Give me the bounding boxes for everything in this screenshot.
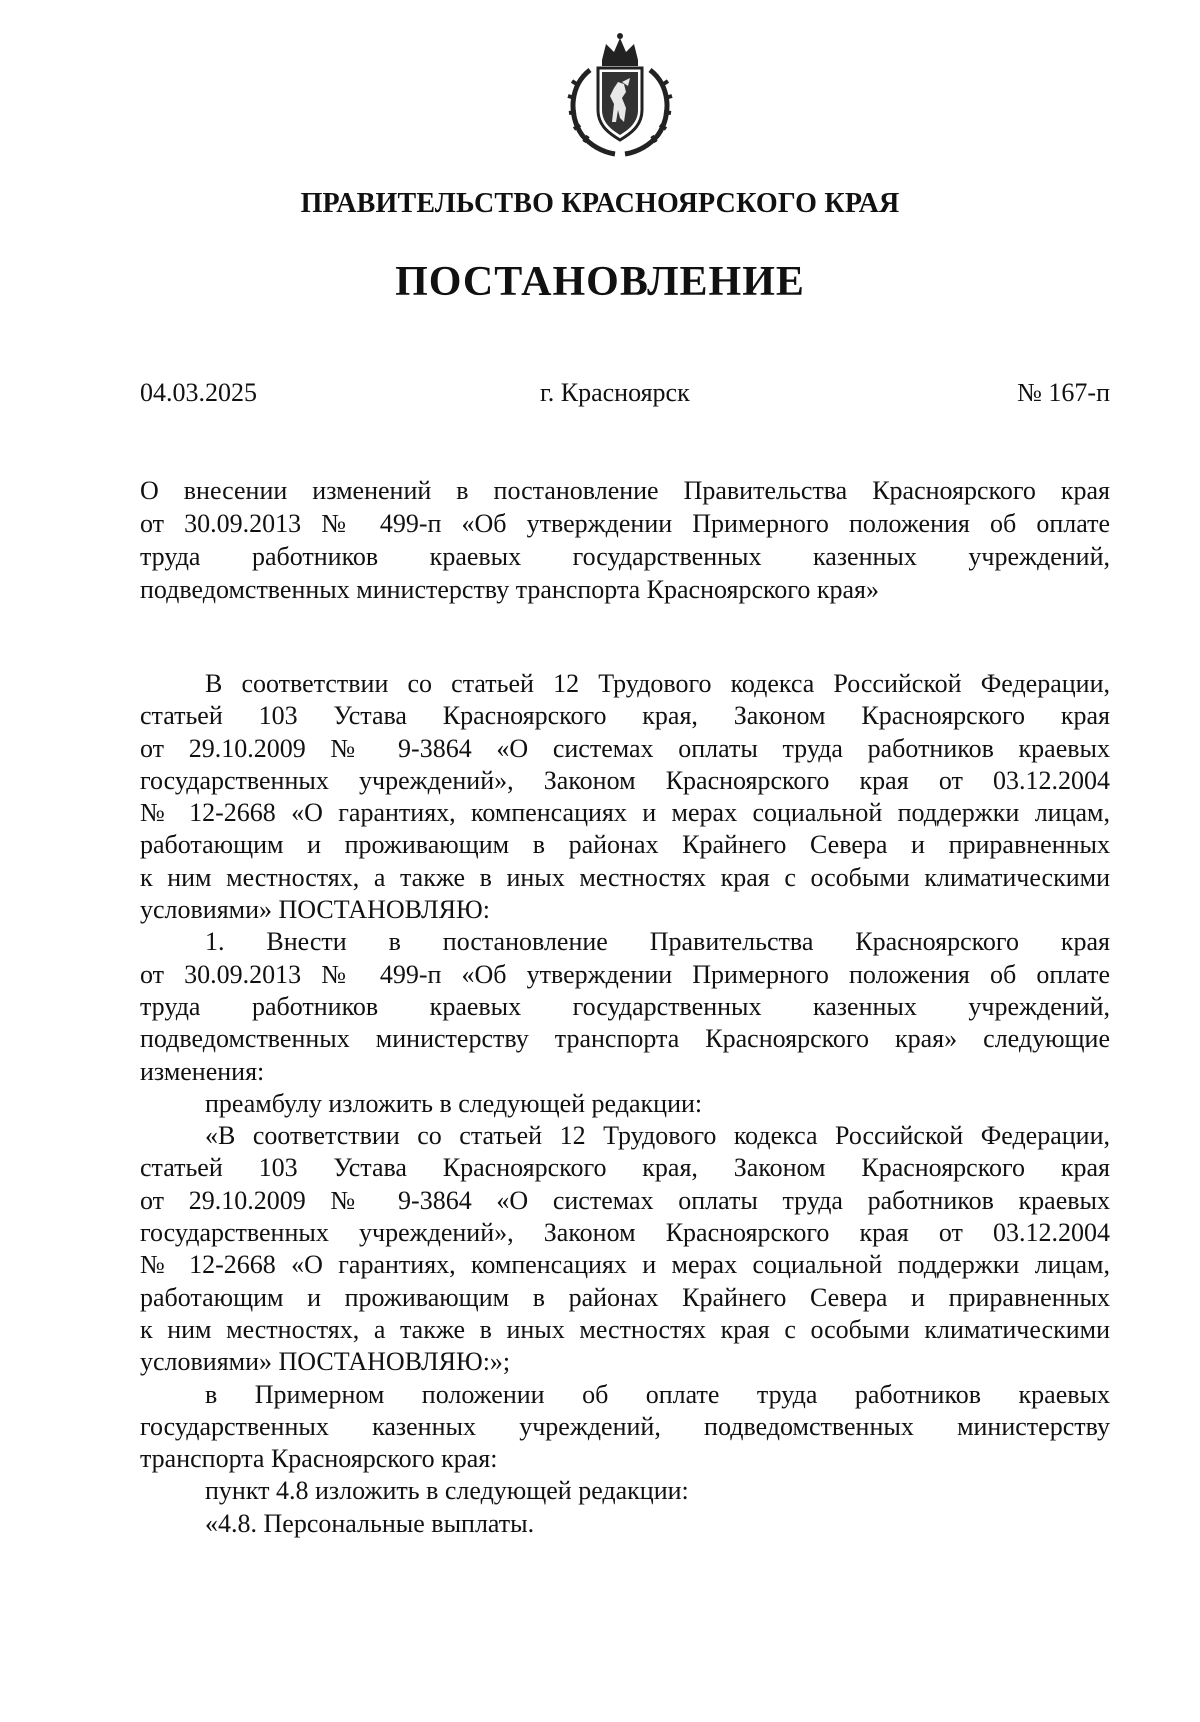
body-line: государственных учреждений», Законом Красноярского края от 03.12.2004: [140, 1218, 1110, 1248]
body-line: транспорта Красноярского края:: [140, 1444, 498, 1474]
document-meta-row: [140, 378, 1110, 412]
body-line: работающим и проживающим в районах Крайнего Севера и приравненных: [140, 1282, 1110, 1312]
subject-line: подведомственных министерству транспорта Красноярского края»: [140, 575, 879, 604]
body-line: к ним местностях, а также в иных местностях края с особыми климатическими: [140, 1314, 1110, 1344]
body-line: В соответствии со статьей 12 Трудового кодекса Российской Федерации,: [205, 669, 1110, 698]
krasnoyarsk-coat-of-arms-icon: [560, 30, 680, 160]
document-body: [140, 668, 1110, 1540]
body-line: от 30.09.2013 № 499-п «Об утверждении Примерного положения об оплате: [140, 959, 1110, 989]
body-line: труда работников краевых государственных казенных учреждений,: [140, 991, 1110, 1021]
document-date: 04.03.2025: [140, 378, 257, 407]
body-line: № 12-2668 «О гарантиях, компенсациях и мерах социальной поддержки лицам,: [140, 1250, 1110, 1280]
document-city: г. Красноярск: [540, 378, 690, 407]
body-line: пункт 4.8 изложить в следующей редакции:: [205, 1476, 689, 1506]
body-line: государственных учреждений», Законом Красноярского края от 03.12.2004: [140, 765, 1110, 795]
body-line: условиями» ПОСТАНОВЛЯЮ:: [140, 895, 490, 925]
government-title: ПРАВИТЕЛЬСТВО КРАСНОЯРСКОГО КРАЯ: [300, 188, 900, 219]
subject-line: от 30.09.2013 № 499-п «Об утверждении Примерного положения об оплате: [140, 509, 1110, 538]
document-type-heading: ПОСТАНОВЛЕНИЕ: [395, 259, 805, 305]
body-line: условиями» ПОСТАНОВЛЯЮ:»;: [140, 1347, 511, 1377]
body-line: преамбулу изложить в следующей редакции:: [205, 1088, 703, 1118]
subject-line: труда работников краевых государственных казенных учреждений,: [140, 542, 1110, 571]
body-line: подведомственных министерству транспорта Красноярского края» следующие: [140, 1024, 1110, 1054]
document-subject: [140, 474, 1110, 606]
body-line: работающим и проживающим в районах Крайнего Севера и приравненных: [140, 830, 1110, 860]
body-line: «В соответствии со статьей 12 Трудового кодекса Российской Федерации,: [205, 1121, 1110, 1151]
body-line: 1. Внести в постановление Правительства Красноярского края: [205, 927, 1110, 957]
body-line: в Примерном положении об оплате труда работников краевых: [205, 1379, 1110, 1409]
body-line: «4.8. Персональные выплаты.: [205, 1508, 535, 1538]
subject-line: О внесении изменений в постановление Правительства Красноярского края: [140, 476, 1110, 505]
body-line: от 29.10.2009 № 9-3864 «О системах оплаты труда работников краевых: [140, 1185, 1110, 1215]
body-line: от 29.10.2009 № 9-3864 «О системах оплаты труда работников краевых: [140, 733, 1110, 763]
body-line: государственных казенных учреждений, подведомственных министерству: [140, 1411, 1110, 1441]
body-line: статьей 103 Устава Красноярского края, Законом Красноярского края: [140, 701, 1110, 731]
document-number: № 167-п: [1017, 378, 1110, 407]
body-line: изменения:: [140, 1056, 265, 1086]
body-line: к ним местностях, а также в иных местностях края с особыми климатическими: [140, 862, 1110, 892]
body-line: № 12-2668 «О гарантиях, компенсациях и мерах социальной поддержки лицам,: [140, 798, 1110, 828]
body-line: статьей 103 Устава Красноярского края, Законом Красноярского края: [140, 1153, 1110, 1183]
